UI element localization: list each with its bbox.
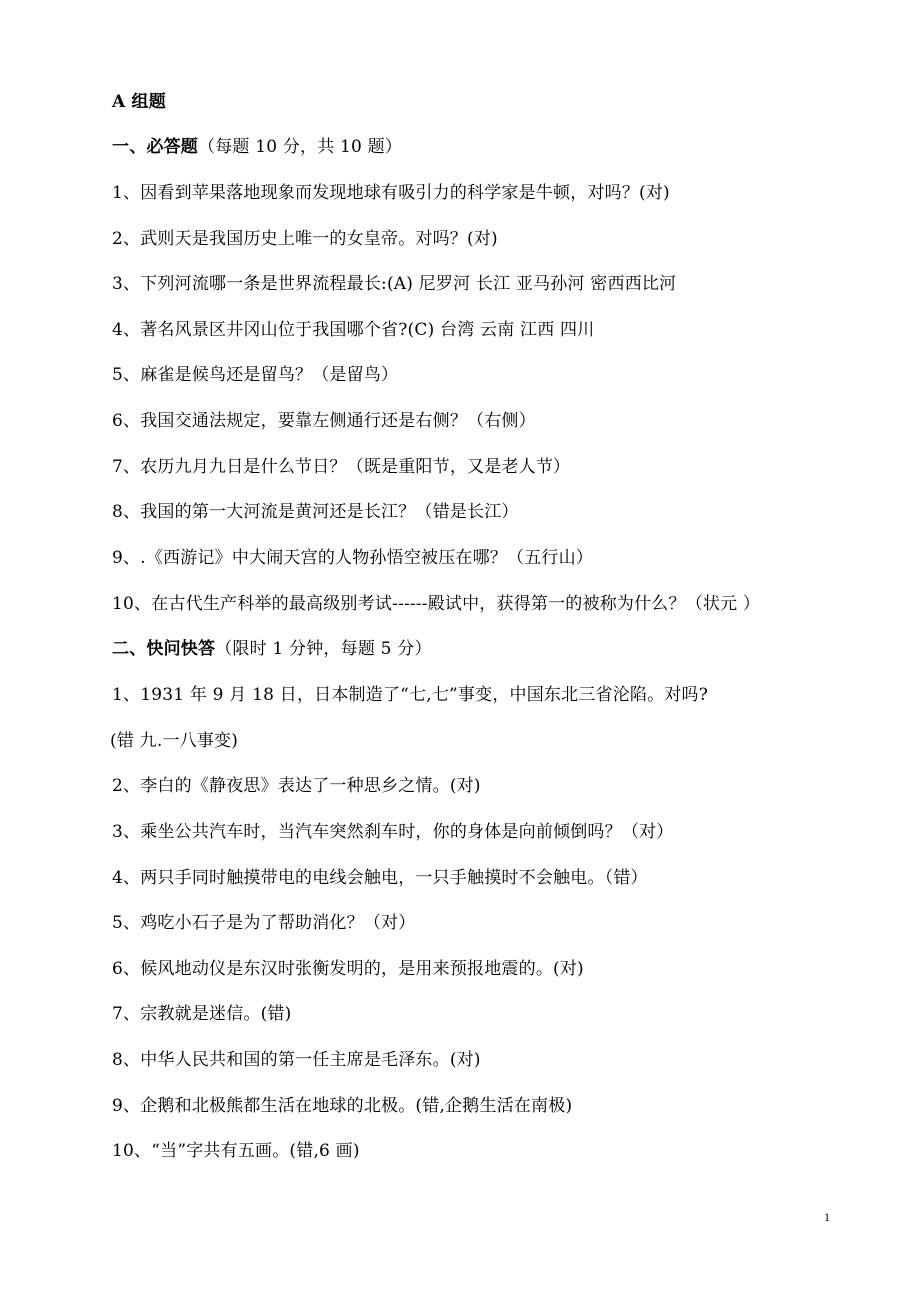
section1-note: （每题 10 分，共 10 题） [198,137,403,157]
section2-note: （限时 1 分钟，每题 5 分） [215,639,432,659]
s2-question-9: 9、企鹅和北极熊都生活在地球的北极。(错,企鹅生活在南极) [112,1096,573,1116]
s1-question-4: 4、著名风景区井冈山位于我国哪个省?(C) 台湾 云南 江西 四川 [112,320,595,340]
s1-question-8: 8、我国的第一大河流是黄河还是长江？（错是长江） [112,502,519,522]
section2-heading: 二、快问快答 [112,639,216,659]
s2-question-4: 4、两只手同时触摸带电的电线会触电，一只手触摸时不会触电。（错） [112,868,648,888]
section2-heading-line [112,637,432,661]
s1-question-3: 3、下列河流哪一条是世界流程最长:(A) 尼罗河 长江 亚马孙河 密西西比河 [112,274,677,294]
s1-question-10: 10、在古代生产科举的最高级别考试------殿试中，获得第一的被称为什么？（状元 ） [112,594,761,614]
s1-question-6: 6、我国交通法规定，要靠左侧通行还是右侧？（右侧） [112,411,536,431]
page-number: 1 [824,1210,830,1224]
s1-question-2: 2、武则天是我国历史上唯一的女皇帝。对吗？(对) [112,229,498,249]
group-title: A 组题 [112,92,166,112]
s1-question-1: 1、因看到苹果落地现象而发现地球有吸引力的科学家是牛顿，对吗？(对) [112,183,670,203]
s1-question-5: 5、麻雀是候鸟还是留鸟？（是留鸟） [112,365,399,385]
section1-heading: 一、必答题 [112,137,198,157]
s2-question-7: 7、宗教就是迷信。(错) [112,1004,292,1024]
section1-heading-line [112,135,402,159]
s2-question-1-answer: (错 九.一八事变) [110,731,239,751]
s2-question-6: 6、候风地动仪是东汉时张衡发明的，是用来预报地震的。(对) [112,959,584,979]
s2-question-3: 3、乘坐公共汽车时，当汽车突然刹车时，你的身体是向前倾倒吗？（对） [112,822,674,842]
s1-question-9: 9、.《西游记》中大闹天宫的人物孙悟空被压在哪？（五行山） [112,548,594,568]
s2-question-8: 8、中华人民共和国的第一任主席是毛泽东。(对) [112,1050,481,1070]
s2-question-10: 10、“当”字共有五画。(错,6 画) [112,1141,360,1161]
s1-question-7: 7、农历九月九日是什么节日？（既是重阳节，又是老人节） [112,457,571,477]
s2-question-1: 1、1931 年 9 月 18 日，日本制造了“七,七”事变，中国东北三省沦陷。对吗? [112,685,709,705]
s2-question-2: 2、李白的《静夜思》表达了一种思乡之情。(对) [112,776,481,796]
s2-question-5: 5、鸡吃小石子是为了帮助消化？（对） [112,913,416,933]
